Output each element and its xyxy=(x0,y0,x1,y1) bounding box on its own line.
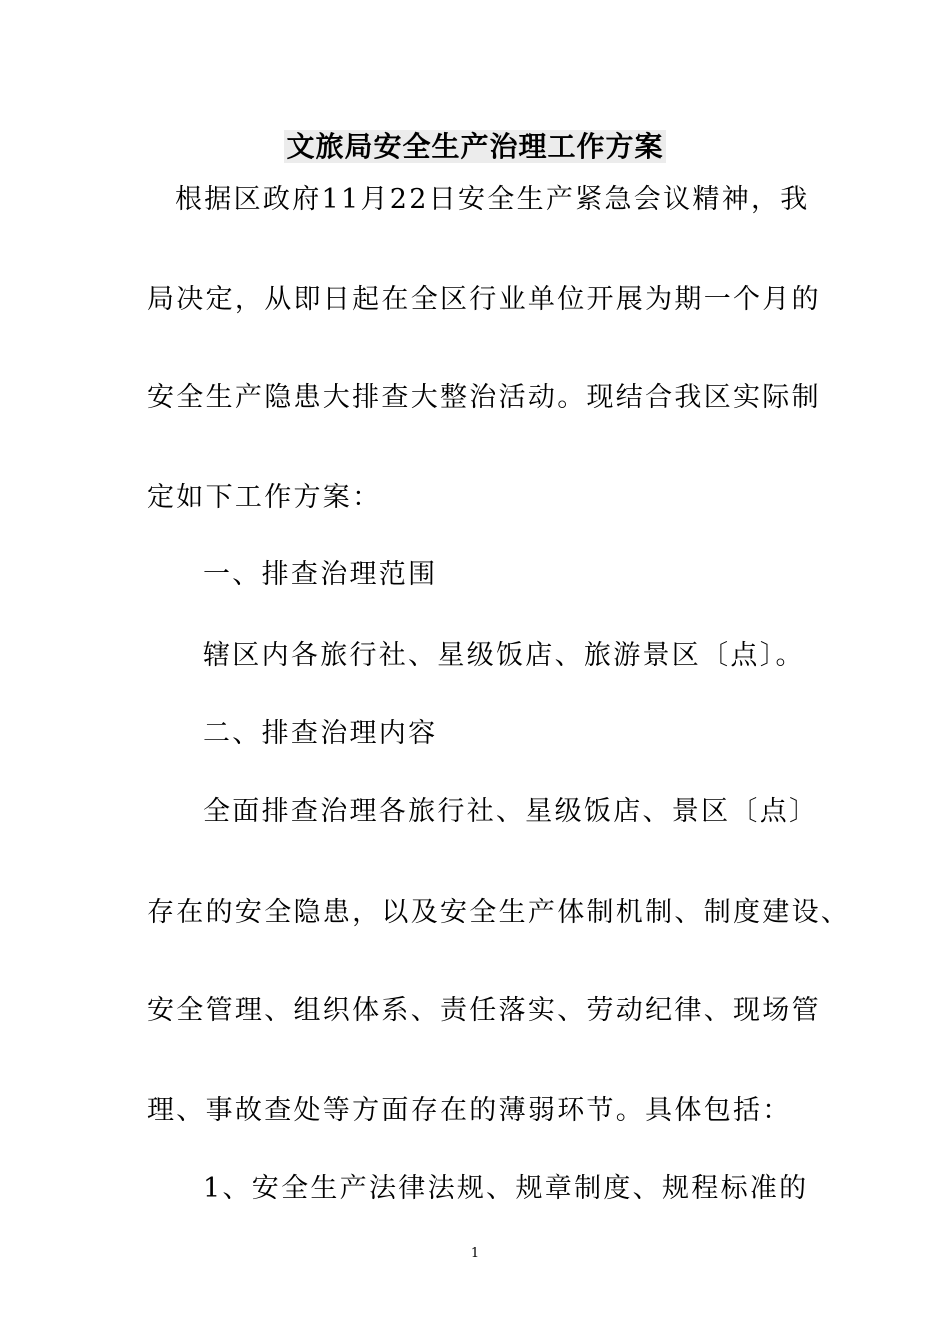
paragraph-line-1: 根据区政府11月22日安全生产紧急会议精神，我 xyxy=(175,184,810,215)
paragraph-line-3: 安全生产隐患大排查大整治活动。现结合我区实际制 xyxy=(147,382,821,413)
paragraph-line-2: 局决定，从即日起在全区行业单位开展为期一个月的 xyxy=(147,284,821,315)
paragraph-line-6: 全面排查治理各旅行社、星级饭店、景区〔点〕 xyxy=(203,796,819,827)
document-title xyxy=(0,127,950,167)
document-title-text: 文旅局安全生产治理工作方案 xyxy=(286,130,664,163)
paragraph-line-8: 安全管理、组织体系、责任落实、劳动纪律、现场管 xyxy=(147,995,821,1026)
list-item-1: 1、安全生产法律法规、规章制度、规程标准的 xyxy=(203,1173,809,1204)
section-heading-2: 二、排查治理内容 xyxy=(203,718,438,749)
paragraph-line-5: 辖区内各旅行社、星级饭店、旅游景区〔点〕。 xyxy=(203,640,805,671)
paragraph-line-7: 存在的安全隐患，以及安全生产体制机制、制度建设、 xyxy=(147,897,851,928)
section-heading-1: 一、排查治理范围 xyxy=(203,559,438,590)
page-number: 1 xyxy=(470,1246,480,1261)
paragraph-line-4: 定如下工作方案： xyxy=(147,482,382,513)
paragraph-line-9: 理、事故查处等方面存在的薄弱环节。具体包括： xyxy=(147,1095,792,1126)
